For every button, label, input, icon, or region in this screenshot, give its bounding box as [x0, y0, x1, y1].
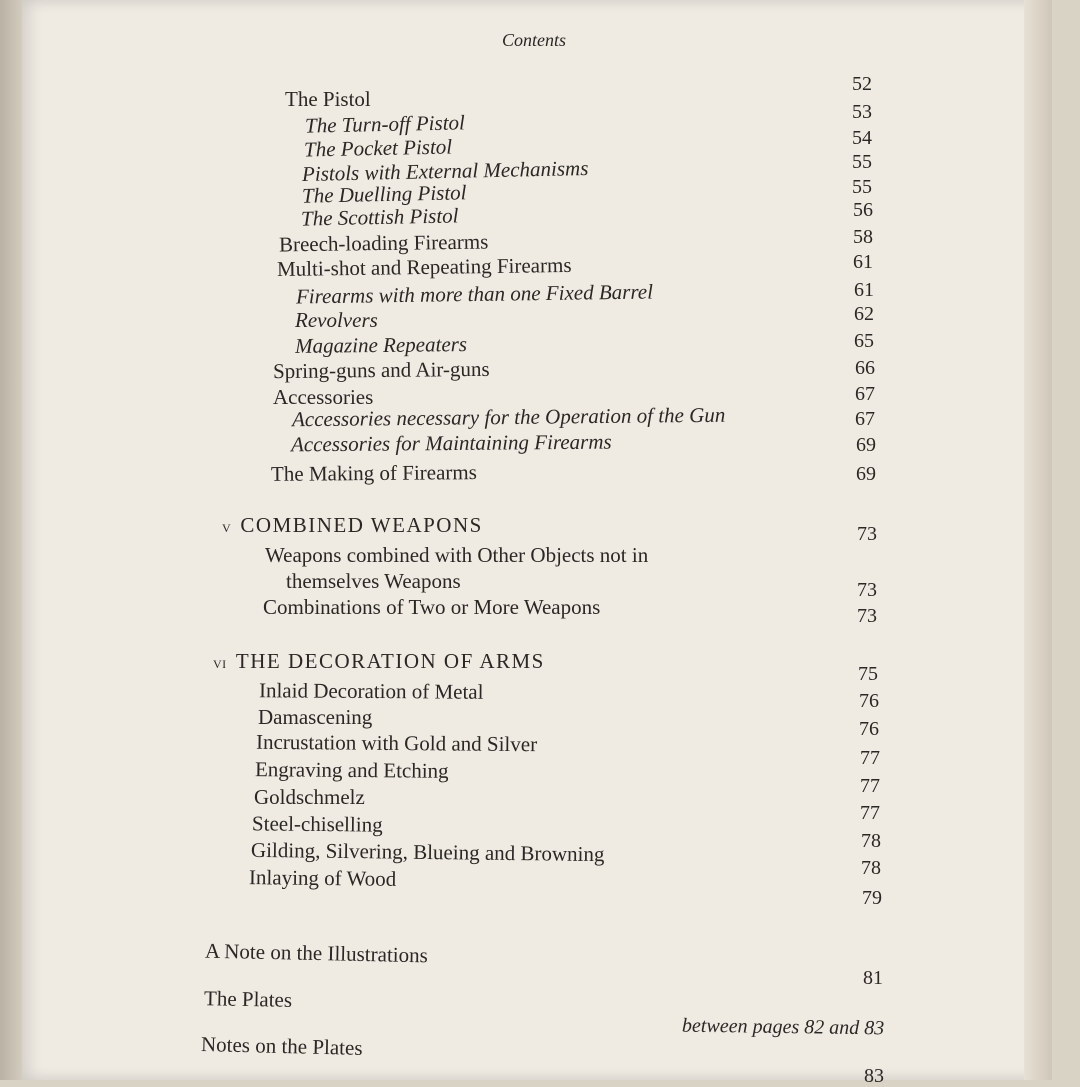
toc-entry: The Duelling Pistol — [301, 180, 467, 208]
toc-page-number: 55 — [852, 151, 872, 173]
toc-page-number: 67 — [855, 383, 875, 405]
toc-page-number: 66 — [855, 357, 875, 379]
toc-page-range: between pages 82 and 83 — [681, 1014, 885, 1040]
toc-page-number: 83 — [864, 1065, 884, 1087]
toc-page-number: 61 — [853, 251, 873, 273]
toc-entry: The Pistol — [285, 87, 371, 111]
toc-entry: Damascening — [258, 705, 373, 729]
toc-entry: Revolvers — [295, 308, 378, 332]
toc-page-number: 67 — [855, 408, 875, 430]
toc-entry: The Plates — [203, 986, 293, 1012]
toc-entry: Gilding, Silvering, Blueing and Browning — [250, 837, 605, 867]
toc-entry: The Making of Firearms — [270, 460, 477, 486]
toc-entry: Accessories — [273, 385, 374, 409]
toc-entry: Firearms with more than one Fixed Barrel — [295, 279, 654, 309]
toc-page-number: 56 — [853, 199, 873, 221]
chapter-title: COMBINED WEAPONS — [240, 513, 483, 537]
toc-page-number: 54 — [852, 127, 872, 149]
toc-entry: Breech-loading Firearms — [278, 229, 489, 257]
toc-page-number: 73 — [857, 523, 877, 545]
toc-chapter-heading — [222, 515, 483, 536]
toc-page-number: 55 — [852, 176, 872, 198]
toc-page-number: 77 — [860, 747, 880, 769]
toc-page-number: 69 — [856, 463, 876, 485]
toc-entry: The Turn-off Pistol — [304, 110, 466, 138]
chapter-title: THE DECORATION OF ARMS — [235, 649, 545, 673]
toc-entry: Steel-chiselling — [251, 811, 383, 837]
toc-page-number: 76 — [859, 718, 879, 740]
toc-entry: Accessories for Maintaining Firearms — [290, 429, 612, 457]
toc-entry: Notes on the Plates — [200, 1032, 363, 1060]
toc-page-number: 58 — [853, 226, 873, 248]
book-binding-edge — [0, 0, 22, 1080]
toc-page-number: 79 — [862, 887, 882, 909]
chapter-numeral: vi — [213, 653, 227, 672]
toc-page-number: 61 — [854, 279, 874, 301]
toc-entry: Accessories necessary for the Operation of the Gun — [291, 402, 726, 432]
toc-entry: The Pocket Pistol — [303, 134, 453, 162]
toc-page-number: 69 — [856, 434, 876, 456]
toc-page-number: 75 — [858, 663, 878, 685]
toc-page-number: 73 — [857, 605, 877, 627]
toc-entry: Inlaying of Wood — [248, 865, 397, 891]
toc-entry: Engraving and Etching — [254, 757, 449, 783]
toc-entry: Combinations of Two or More Weapons — [263, 595, 601, 619]
toc-page-number: 65 — [854, 330, 874, 352]
toc-chapter-heading — [213, 651, 545, 672]
toc-entry: Weapons combined with Other Objects not in — [265, 543, 649, 567]
toc-entry-continuation: themselves Weapons — [286, 569, 461, 593]
running-header: Contents — [502, 30, 567, 50]
toc-page-number: 78 — [861, 857, 881, 879]
toc-entry: Magazine Repeaters — [294, 332, 468, 358]
toc-page-number: 62 — [854, 303, 874, 325]
toc-entry: Incrustation with Gold and Silver — [255, 729, 538, 757]
toc-entry: A Note on the Illustrations — [204, 938, 429, 968]
toc-entry: The Scottish Pistol — [300, 203, 459, 231]
toc-page-number: 77 — [860, 802, 880, 824]
toc-entry: Inlaid Decoration of Metal — [258, 678, 484, 704]
toc-entry: Spring-guns and Air-guns — [272, 356, 490, 384]
toc-page-number: 78 — [861, 830, 881, 852]
toc-page-number: 53 — [852, 101, 872, 123]
toc-page-number: 76 — [859, 690, 879, 712]
toc-entry: Goldschmelz — [254, 785, 365, 809]
facing-page-edge — [1024, 0, 1052, 1080]
toc-page-number: 81 — [863, 967, 883, 989]
toc-page-number: 77 — [860, 775, 880, 797]
toc-page-number: 73 — [857, 579, 877, 601]
toc-page-number: 52 — [852, 73, 872, 95]
toc-entry: Pistols with External Mechanisms — [301, 156, 589, 186]
toc-entry: Multi-shot and Repeating Firearms — [276, 252, 572, 282]
chapter-numeral: v — [222, 517, 232, 536]
